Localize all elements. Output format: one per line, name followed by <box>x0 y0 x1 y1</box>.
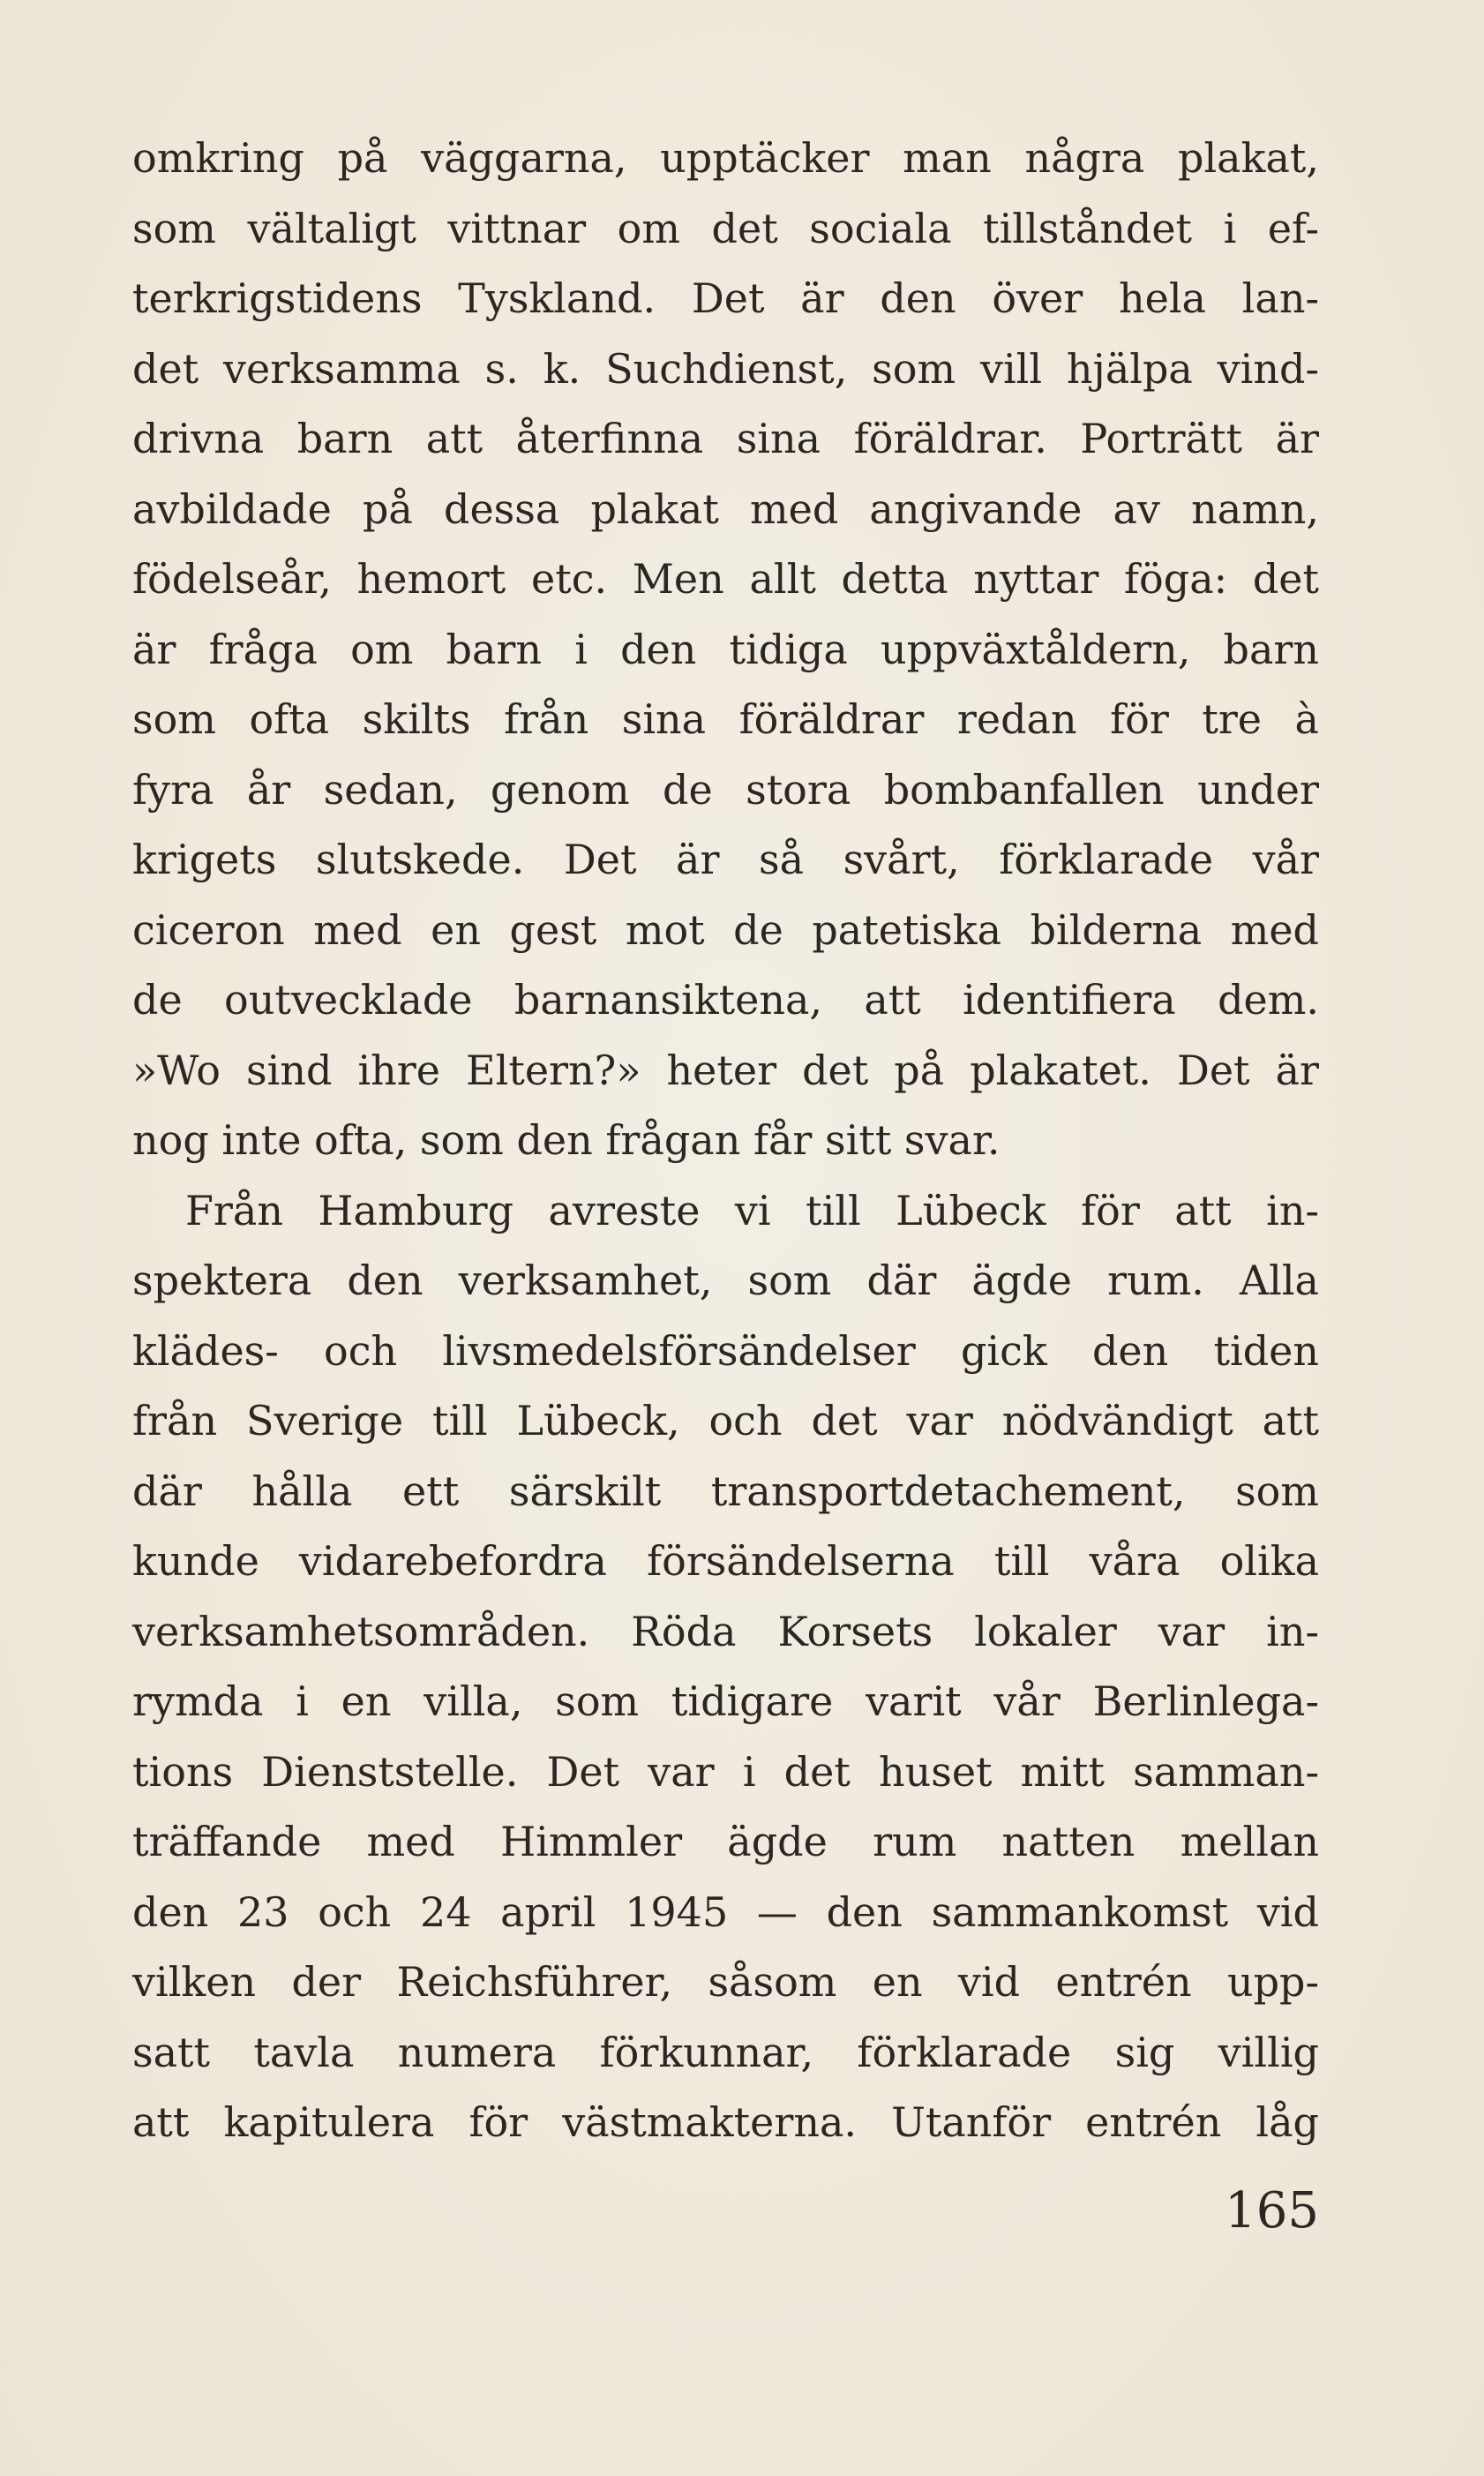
text-line: är fråga om barn i den tidiga uppväxtåldern, barn <box>132 625 1319 673</box>
text-line: från Sverige till Lübeck, och det var nödvändigt att <box>132 1397 1319 1444</box>
paragraph-2 <box>132 1176 1319 2158</box>
text-line: de outvecklade barnansiktena, att identifiera dem. <box>132 976 1319 1024</box>
text-line: »Wo sind ihre Eltern?» heter det på plakatet. Det är <box>132 1046 1319 1094</box>
text-line: satt tavla numera förkunnar, förklarade sig villig <box>132 2028 1319 2076</box>
paragraph-1 <box>132 124 1319 1176</box>
text-line: krigets slutskede. Det är så svårt, förklarade vår <box>132 836 1319 883</box>
text-line: avbildade på dessa plakat med angivande av namn, <box>132 484 1319 533</box>
text-line: att kapitulera för västmakterna. Utanför entrén låg <box>132 2098 1319 2146</box>
text-line: träffande med Himmler ägde rum natten mellan <box>132 1818 1319 1865</box>
body-text <box>132 124 1319 2158</box>
text-line: nog inte ofta, som den frågan får sitt svar. <box>132 1116 1001 1164</box>
text-line: verksamhetsområden. Röda Korsets lokaler var in- <box>132 1607 1319 1655</box>
page-number: 165 <box>1225 2182 1319 2240</box>
text-line: vilken der Reichsführer, såsom en vid entrén upp- <box>132 1958 1319 2006</box>
text-line: där hålla ett särskilt transportdetachement, som <box>132 1467 1319 1515</box>
text-line: födelseår, hemort etc. Men allt detta nyttar föga: det <box>132 555 1319 603</box>
text-line: spektera den verksamhet, som där ägde rum. Alla <box>132 1257 1319 1304</box>
text-line: kunde vidarebefordra försändelserna till våra olika <box>132 1537 1319 1585</box>
text-line: fyra år sedan, genom de stora bombanfallen under <box>132 765 1319 814</box>
text-line: ciceron med en gest mot de patetiska bilderna med <box>132 905 1319 954</box>
text-line: som vältaligt vittnar om det sociala tillståndet i ef- <box>132 204 1319 252</box>
text-line: som ofta skilts från sina föräldrar redan för tre à <box>132 695 1319 743</box>
text-line: den 23 och 24 april 1945 — den sammankomst vid <box>132 1887 1319 1936</box>
text-line: omkring på väggarna, upptäcker man några plakat, <box>132 134 1319 182</box>
text-line: tions Dienststelle. Det var i det huset mitt samman- <box>132 1747 1319 1796</box>
text-line: klädes- och livsmedelsförsändelser gick den tiden <box>132 1326 1319 1375</box>
text-line: det verksamma s. k. Suchdienst, som vill hjälpa vind- <box>132 344 1319 393</box>
text-line: drivna barn att återfinna sina föräldrar. Porträtt är <box>132 415 1319 462</box>
text-line: rymda i en villa, som tidigare varit vår Berlinlega- <box>132 1677 1319 1725</box>
text-line: Från Hamburg avreste vi till Lübeck för att in- <box>185 1186 1319 1234</box>
text-line: terkrigstidens Tyskland. Det är den över hela lan- <box>132 274 1319 322</box>
